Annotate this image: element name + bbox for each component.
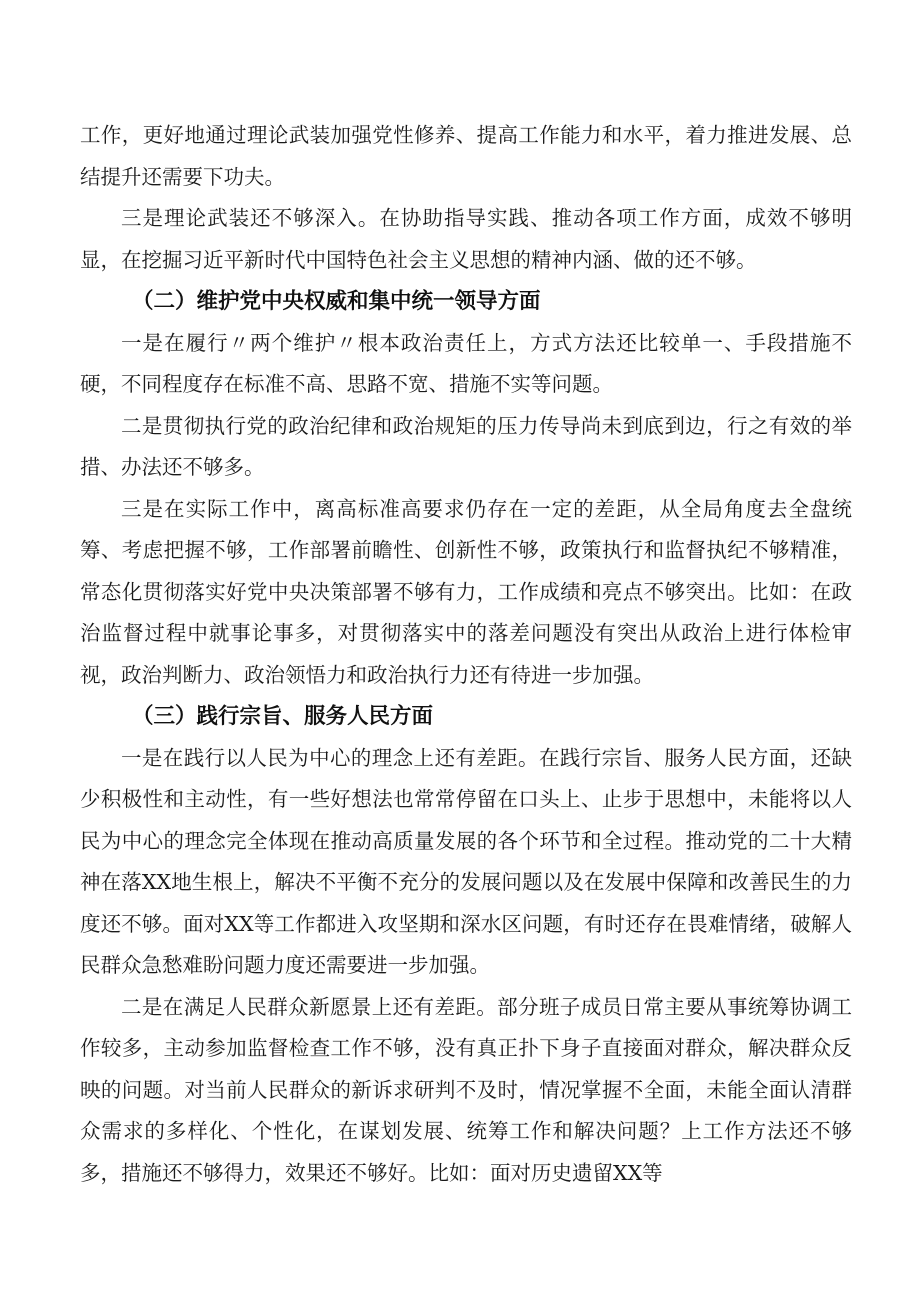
document-page xyxy=(80,115,852,1194)
paragraph-two-safeguards: 一是在履行〃两个维护〃根本政治责任上，方式方法还比较单一、手段措施不硬，不同程度存在标准不高、思路不宽、措施不实等问题。 xyxy=(80,330,852,396)
paragraph-standards: 三是在实际工作中，离高标准高要求仍存在一定的差距，从全局角度去全盘统筹、考虑把握不够，工作部署前瞻性、创新性不够，政策执行和监督执纪不够精准，常态化贯彻落实好党中央决策部署不够有力，工作成绩和亮点不够突出。比如：在政治监督过程中就事论事多，对贯彻落实中的落差问题没有突出从政治上进行体检审视，政治判断力、政治领悟力和政治执行力还有待进一步加强。 xyxy=(80,496,852,687)
section-heading-2: （二）维护党中央权威和集中统一领导方面 xyxy=(132,289,541,314)
paragraph-new-aspirations: 二是在满足人民群众新愿景上还有差距。部分班子成员日常主要从事统筹协调工作较多，主动参加监督检查工作不够，没有真正扑下身子直接面对群众，解决群众反映的问题。对当前人民群众的新诉求研判不及时，情况掌握不全面，未能全面认清群众需求的多样化、个性化，在谋划发展、统筹工作和解决问题？上工作方法还不够多，措施还不够得力，效果还不够好。比如：面对历史遗留XX等 xyxy=(80,994,852,1185)
paragraph-people-centered: 一是在践行以人民为中心的理念上还有差距。在践行宗旨、服务人民方面，还缺少积极性和主动性，有一些好想法也常常停留在口头上、止步于思想中，未能将以人民为中心的理念完全体现在推动高质量发展的各个环节和全过程。推动党的二十大精神在落XX地生根上，解决不平衡不充分的发展问题以及在发展中保障和改善民生的力度还不够。面对XX等工作都进入攻坚期和深水区问题，有时还存在畏难情绪，破解人民群众急愁难盼问题力度还需要进一步加强。 xyxy=(80,745,852,977)
paragraph-continuation: 工作，更好地通过理论武装加强党性修养、提高工作能力和水平，着力推进发展、总结提升还需要下功夫。 xyxy=(80,123,852,189)
section-heading-3: （三）践行宗旨、服务人民方面 xyxy=(132,704,434,729)
paragraph-theory-study: 三是理论武装还不够深入。在协助指导实践、推动各项工作方面，成效不够明显，在挖掘习近平新时代中国特色社会主义思想的精神内涵、做的还不够。 xyxy=(80,206,852,272)
paragraph-discipline: 二是贯彻执行党的政治纪律和政治规矩的压力传导尚未到底到边，行之有效的举措、办法还不够多。 xyxy=(80,413,852,479)
